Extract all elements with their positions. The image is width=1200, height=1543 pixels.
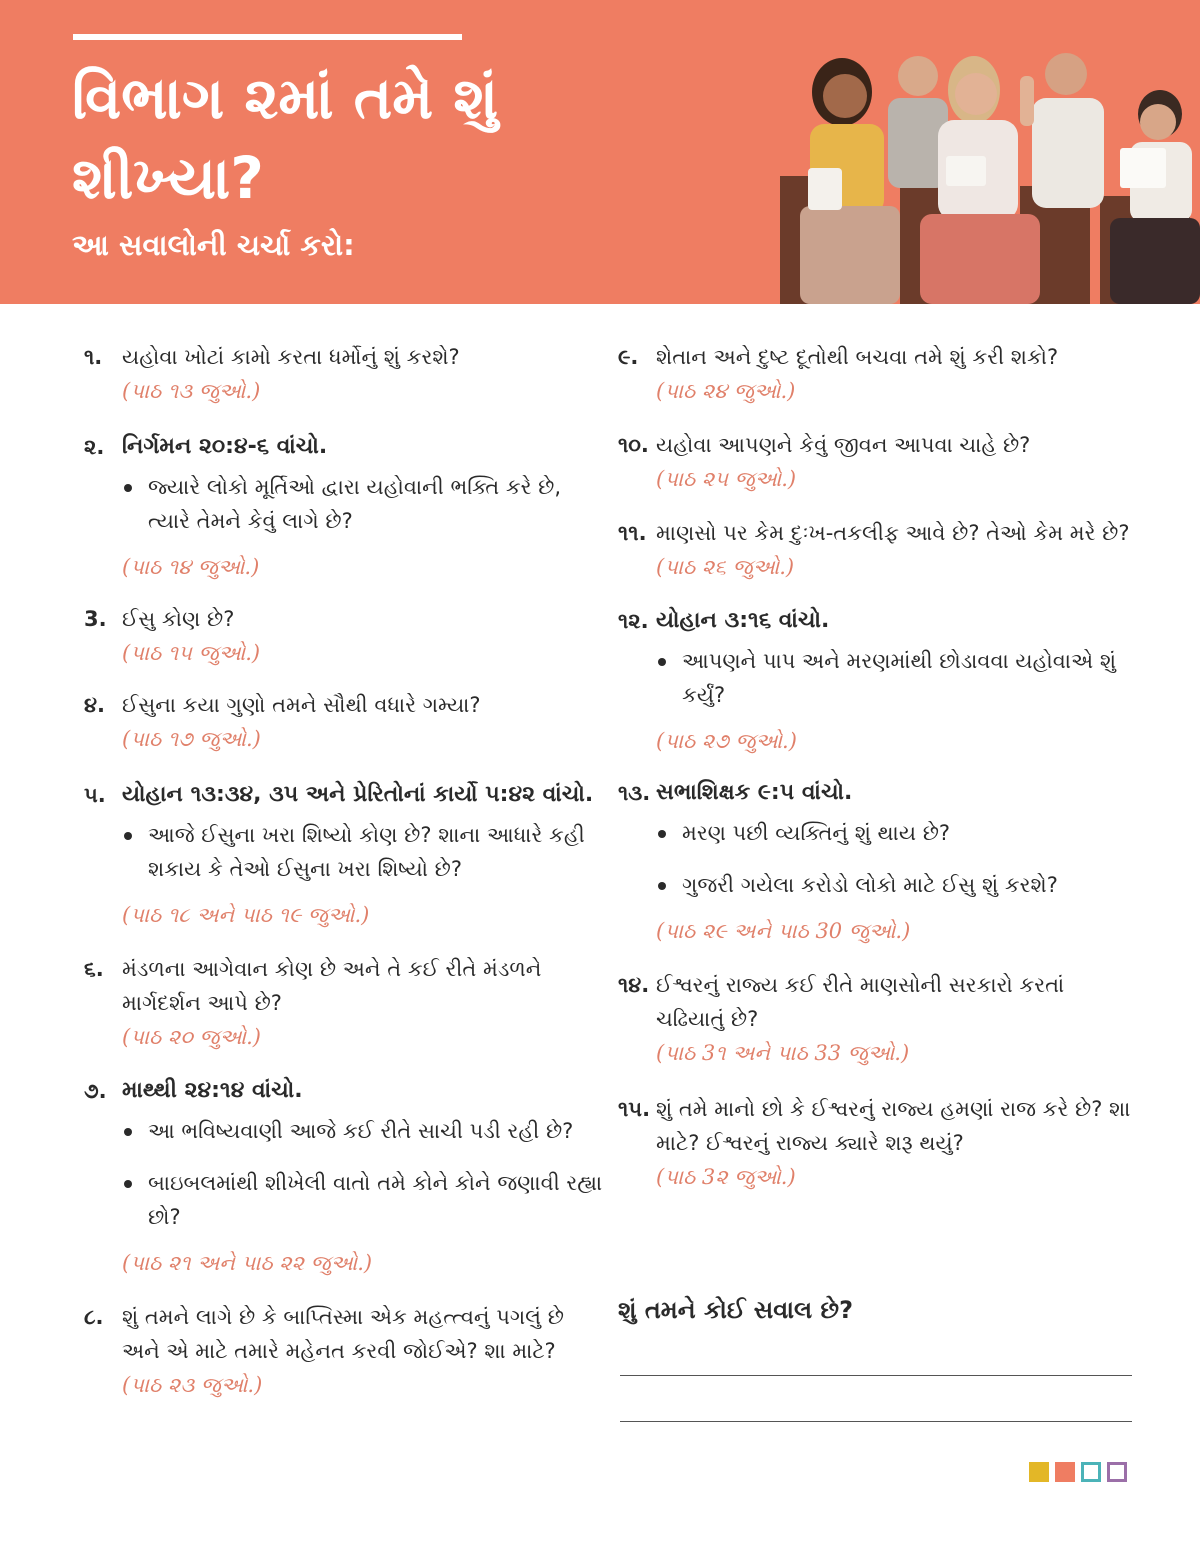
lesson-reference: (પાઠ ૨૪ જુઓ.) xyxy=(656,379,796,403)
question-number: ૫. xyxy=(84,783,106,807)
question-9 xyxy=(618,340,1138,408)
bullet-list xyxy=(122,1114,604,1234)
lesson-reference: (પાઠ ૨૦ જુઓ.) xyxy=(122,1025,261,1049)
teal-outline-square-icon xyxy=(1081,1462,1101,1482)
bullet-list xyxy=(122,470,604,538)
bullet-item: બાઇબલમાંથી શીખેલી વાતો તમે કોને કોને જણાવી રહ્યા છો? xyxy=(122,1166,604,1234)
bullet-list xyxy=(656,644,1138,712)
your-questions-heading: શું તમને કોઈ સવાલ છે? xyxy=(618,1296,854,1324)
right-column xyxy=(618,340,1138,1194)
question-14 xyxy=(618,968,1138,1070)
bullet-list xyxy=(122,818,604,886)
question-text: યોહાન ૩:૧૬ વાંચો. xyxy=(656,608,830,633)
question-text: યહોવા ખોટાં કામો કરતા ધર્મોનું શું કરશે? xyxy=(122,345,460,369)
question-number: ૮. xyxy=(84,1305,104,1329)
question-2 xyxy=(84,430,604,584)
lesson-reference: (પાઠ ૨૧ અને પાઠ ૨૨ જુઓ.) xyxy=(122,1251,373,1275)
bullet-item: આજે ઈસુના ખરા શિષ્યો કોણ છે? શાના આધારે કહી શકાય કે તેઓ ઈસુના ખરા શિષ્યો છે? xyxy=(122,818,604,886)
answer-line[interactable] xyxy=(620,1375,1132,1376)
answer-line[interactable] xyxy=(620,1421,1132,1422)
lesson-reference: (પાઠ ૨૯ અને પાઠ 30 જુઓ.) xyxy=(656,919,911,943)
question-number: ૧. xyxy=(84,345,103,369)
question-text: યોહાન ૧૩:૩૪, ૩૫ અને પ્રેરિતોનાં કાર્યો ૫:૪૨ વાંચો. xyxy=(122,782,594,807)
question-text: માણસો પર કેમ દુઃખ-તકલીફ આવે છે? તેઓ કેમ મરે છે? xyxy=(656,521,1130,545)
question-15 xyxy=(618,1092,1138,1194)
header-rule xyxy=(73,34,462,40)
question-text: ઈસુ કોણ છે? xyxy=(122,607,235,631)
question-number: ૬. xyxy=(84,957,104,981)
question-number: ૧૨. xyxy=(618,609,649,633)
lesson-reference: (પાઠ ૧૩ જુઓ.) xyxy=(122,379,261,403)
header-banner xyxy=(0,0,1200,304)
question-text: યહોવા આપણને કેવું જીવન આપવા ચાહે છે? xyxy=(656,433,1031,457)
question-text: માથ્થી ૨૪:૧૪ વાંચો. xyxy=(122,1078,303,1103)
lesson-reference: (પાઠ ૨૩ જુઓ.) xyxy=(122,1373,263,1397)
question-text: ઈસુના કયા ગુણો તમને સૌથી વધારે ગમ્યા? xyxy=(122,693,481,717)
page-subtitle: આ સવાલોની ચર્ચા કરો: xyxy=(72,228,355,262)
question-text: નિર્ગમન ૨૦:૪-૬ વાંચો. xyxy=(122,434,328,459)
question-number: ૪. xyxy=(84,693,105,717)
orange-square-icon xyxy=(1055,1462,1075,1482)
question-number: ૨. xyxy=(84,435,105,459)
question-8 xyxy=(84,1300,604,1402)
question-4 xyxy=(84,688,604,756)
question-6 xyxy=(84,952,604,1054)
question-text: શેતાન અને દુષ્ટ દૂતોથી બચવા તમે શું કરી શકો? xyxy=(656,345,1059,369)
question-text: શું તમને લાગે છે કે બાપ્તિસ્મા એક મહત્ત્વનું પગલું છે અને એ માટે તમારે મહેનત કરવી જોઈએ? શા માટે? xyxy=(122,1305,564,1363)
question-text: ઈશ્વરનું રાજ્ય કઈ રીતે માણસોની સરકારો કરતાં ચઢિયાતું છે? xyxy=(656,973,1065,1031)
question-1 xyxy=(84,340,604,408)
question-number: ૧૪. xyxy=(618,973,650,997)
question-text: મંડળના આગેવાન કોણ છે અને તે કઈ રીતે મંડળને માર્ગદર્શન આપે છે? xyxy=(122,957,542,1015)
lesson-reference: (પાઠ ૧૪ જુઓ.) xyxy=(122,555,260,579)
purple-outline-square-icon xyxy=(1107,1462,1127,1482)
group-illustration xyxy=(770,36,1200,304)
yellow-square-icon xyxy=(1029,1462,1049,1482)
bullet-list xyxy=(656,816,1138,902)
lesson-reference: (પાઠ ૨૭ જુઓ.) xyxy=(656,729,797,753)
page-title: વિભાગ ૨માં તમે શું શીખ્યા? xyxy=(72,64,499,212)
question-number: 3. xyxy=(84,607,107,631)
bullet-item: આપણને પાપ અને મરણમાંથી છોડાવવા યહોવાએ શું કર્યું? xyxy=(656,644,1138,712)
lesson-reference: (પાઠ ૨૬ જુઓ.) xyxy=(656,555,795,579)
question-number: ૧૩. xyxy=(618,781,651,805)
question-number: ૭. xyxy=(84,1079,107,1103)
question-number: ૧૧. xyxy=(618,521,647,545)
question-13 xyxy=(618,776,1138,948)
question-number: ૯. xyxy=(618,345,639,369)
question-11 xyxy=(618,516,1138,584)
bullet-item: મરણ પછી વ્યક્તિનું શું થાય છે? xyxy=(656,816,1138,850)
question-number: ૧૦. xyxy=(618,433,649,457)
bullet-item: જ્યારે લોકો મૂર્તિઓ દ્વારા યહોવાની ભક્તિ કરે છે, ત્યારે તેમને કેવું લાગે છે? xyxy=(122,470,604,538)
left-column xyxy=(84,340,604,1402)
lesson-reference: (પાઠ ૧૫ જુઓ.) xyxy=(122,641,261,665)
question-3 xyxy=(84,602,604,670)
question-5 xyxy=(84,778,604,932)
question-7 xyxy=(84,1074,604,1280)
question-10 xyxy=(618,428,1138,496)
bullet-item: આ ભવિષ્યવાણી આજે કઈ રીતે સાચી પડી રહી છે? xyxy=(122,1114,604,1148)
question-12 xyxy=(618,604,1138,758)
lesson-reference: (પાઠ 3૧ અને પાઠ 33 જુઓ.) xyxy=(656,1041,910,1065)
lesson-reference: (પાઠ ૨૫ જુઓ.) xyxy=(656,467,797,491)
color-squares xyxy=(1029,1462,1127,1482)
question-text: શું તમે માનો છો કે ઈશ્વરનું રાજ્ય હમણાં રાજ કરે છે? શા માટે? ઈશ્વરનું રાજ્ય ક્યારે શરૂ થયું? xyxy=(656,1097,1131,1155)
bullet-item: ગુજરી ગયેલા કરોડો લોકો માટે ઈસુ શું કરશે? xyxy=(656,868,1138,902)
question-text: સભાશિક્ષક ૯:૫ વાંચો. xyxy=(656,780,853,805)
lesson-reference: (પાઠ 3૨ જુઓ.) xyxy=(656,1165,796,1189)
lesson-reference: (પાઠ ૧૮ અને પાઠ ૧૯ જુઓ.) xyxy=(122,903,370,927)
question-number: ૧૫. xyxy=(618,1097,651,1121)
lesson-reference: (પાઠ ૧૭ જુઓ.) xyxy=(122,727,261,751)
